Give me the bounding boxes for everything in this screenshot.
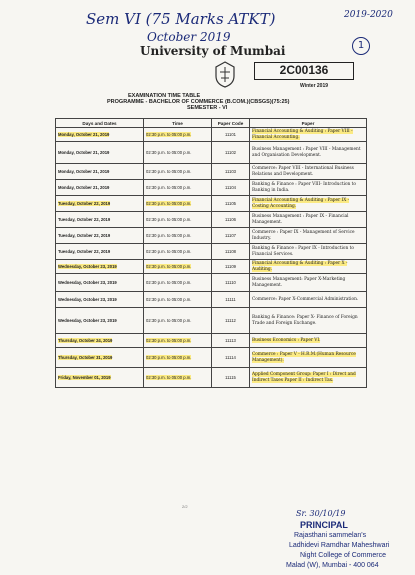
stamp-line: Rajasthani sammelan's (294, 532, 367, 539)
paper-cell: Business Management : Paper VIII - Management and Organisation Development. (250, 142, 367, 164)
highlighter-mark: Wednesday, October 23, 2019 (58, 264, 117, 269)
time-cell: 02:30 p.m. to 05:00 p.m. (144, 212, 212, 228)
column-header-code: Paper Code (212, 119, 250, 128)
paper-cell: Banking & Finance: Paper X- Finance of Foreign Trade and Foreign Exchange. (250, 308, 367, 334)
code-cell: 11112 (212, 308, 250, 334)
time-cell: 02:30 p.m. to 05:00 p.m. (144, 164, 212, 180)
programme-title: PROGRAMME - BACHELOR OF COMMERCE (B.COM.)(CBSGS)(75:25) (107, 99, 290, 105)
time-cell: 02:30 p.m. to 05:00 p.m. (144, 274, 212, 292)
page-number: 2/2 (182, 504, 188, 509)
highlighter-mark: 02:30 p.m. to 05:00 p.m. (146, 355, 192, 360)
paper-cell (250, 128, 367, 142)
day-cell: Wednesday, October 23, 2019 (56, 308, 144, 334)
code-cell: 11115 (212, 368, 250, 388)
code-cell: 11114 (212, 348, 250, 368)
highlighter-mark: Financial Accounting & Auditing : Paper X - Auditing. (252, 261, 348, 272)
day-cell (56, 348, 144, 368)
stamp-line: Malad (W), Mumbai - 400 064 (286, 562, 379, 569)
table-header-row (56, 119, 367, 128)
time-cell (144, 368, 212, 388)
paper-cell (250, 368, 367, 388)
highlighter-mark: Monday, October 21, 2019 (58, 132, 110, 137)
circled-page-number: 1 (352, 37, 370, 55)
principal-signature: Sr. 30/10/19 (296, 509, 346, 518)
handwritten-semester-note: Sem VI (75 Marks ATKT) (86, 10, 276, 28)
paper-cell (250, 348, 367, 368)
table-row (56, 244, 367, 260)
stamp-line: Night College of Commerce (300, 552, 386, 559)
day-cell (56, 334, 144, 348)
paper-cell: Business Management: Paper X-Marketing Management. (250, 274, 367, 292)
time-cell: 02:30 p.m. to 05:00 p.m. (144, 292, 212, 308)
paper-cell: Banking & Finance : Paper VIII- Introduction to Banking in India. (250, 180, 367, 196)
time-cell (144, 348, 212, 368)
table-row (56, 368, 367, 388)
handwritten-academic-year: 2019-2020 (344, 10, 393, 20)
paper-cell (250, 260, 367, 274)
day-cell: Monday, October 21, 2019 (56, 142, 144, 164)
code-cell: 11108 (212, 244, 250, 260)
code-cell: 11102 (212, 142, 250, 164)
paper-cell: Commerce: Paper VIII - International Business Relations and Development. (250, 164, 367, 180)
paper-cell: Banking & Finance : Paper IX - Introduction to Financial Services. (250, 244, 367, 260)
highlighter-mark: Business Economics : Paper VI. (252, 337, 321, 343)
day-cell (56, 260, 144, 274)
column-header-time: Time (144, 119, 212, 128)
highlighter-mark: 02:30 p.m. to 05:00 p.m. (146, 201, 192, 206)
highlighter-mark: 02:30 p.m. to 05:00 p.m. (146, 375, 192, 380)
highlighter-mark: Applied Component Group: Paper I : Direct and Indirect Taxes Paper II : Indirect Tax. (252, 372, 356, 383)
time-cell (144, 260, 212, 274)
table-row (56, 196, 367, 212)
time-cell: 02:30 p.m. to 05:00 p.m. (144, 308, 212, 334)
day-cell (56, 128, 144, 142)
paper-cell (250, 334, 367, 348)
principal-title: PRINCIPAL (300, 520, 348, 530)
code-cell: 11113 (212, 334, 250, 348)
stamp-line: Ladhidevi Ramdhar Maheshwari (289, 542, 390, 549)
column-header-days: Days and Dates (56, 119, 144, 128)
paper-cell: Business Management : Paper IX - Financial Management. (250, 212, 367, 228)
table-row (56, 228, 367, 244)
highlighter-mark: Financial Accounting & Auditing : Paper IX - Costing Accounting. (252, 198, 350, 209)
code-cell: 11110 (212, 274, 250, 292)
day-cell: Wednesday, October 23, 2019 (56, 292, 144, 308)
paper-code-box: 2C00136 (254, 62, 354, 80)
highlighter-mark: Commerce : Paper V - H.R.M.(Human Resource Management). (252, 352, 356, 363)
paper-cell: Commerce : Paper IX - Management of Service Industry. (250, 228, 367, 244)
code-cell: 11103 (212, 164, 250, 180)
code-cell: 11101 (212, 128, 250, 142)
code-cell: 11106 (212, 212, 250, 228)
day-cell: Monday, October 21, 2019 (56, 164, 144, 180)
code-cell: 11109 (212, 260, 250, 274)
table-row (56, 348, 367, 368)
day-cell: Tuesday, October 22, 2019 (56, 244, 144, 260)
column-header-paper: Paper (250, 119, 367, 128)
code-cell: 11111 (212, 292, 250, 308)
highlighter-mark: Tuesday, October 22, 2019 (58, 201, 111, 206)
time-cell (144, 334, 212, 348)
timetable-body (56, 128, 367, 388)
table-row (56, 260, 367, 274)
time-cell (144, 128, 212, 142)
table-row (56, 180, 367, 196)
highlighter-mark: 02:30 p.m. to 05:00 p.m. (146, 338, 192, 343)
day-cell (56, 196, 144, 212)
table-row (56, 212, 367, 228)
table-row (56, 308, 367, 334)
time-cell: 02:30 p.m. to 05:00 p.m. (144, 244, 212, 260)
day-cell: Tuesday, October 22, 2019 (56, 212, 144, 228)
time-cell (144, 196, 212, 212)
table-row (56, 164, 367, 180)
table-row (56, 292, 367, 308)
table-row (56, 334, 367, 348)
day-cell (56, 368, 144, 388)
table-row (56, 128, 367, 142)
highlighter-mark: 02:30 p.m. to 05:00 p.m. (146, 264, 192, 269)
university-crest-icon (214, 60, 236, 88)
university-name: University of Mumbai (140, 44, 286, 58)
table-row (56, 274, 367, 292)
exam-timetable (55, 118, 367, 388)
code-cell: 11105 (212, 196, 250, 212)
exam-session: Winter 2019 (300, 83, 329, 89)
paper-cell: Commerce: Paper X-Commercial Administration. (250, 292, 367, 308)
table-row (56, 142, 367, 164)
code-cell: 11107 (212, 228, 250, 244)
paper-cell (250, 196, 367, 212)
time-cell: 02:30 p.m. to 05:00 p.m. (144, 180, 212, 196)
time-cell: 02:30 p.m. to 05:00 p.m. (144, 142, 212, 164)
highlighter-mark: Financial Accounting & Auditing : Paper VIII - Financial Accounting. (252, 129, 353, 140)
highlighter-mark: Friday, November 01, 2019 (58, 375, 111, 380)
highlighter-mark: Thursday, October 24, 2019 (58, 338, 113, 343)
semester-title: SEMESTER - VI (187, 105, 228, 111)
highlighter-mark: Thursday, October 31, 2019 (58, 355, 113, 360)
timetable-title: EXAMINATION TIME TABLE (128, 93, 201, 99)
day-cell: Monday, October 21, 2019 (56, 180, 144, 196)
day-cell: Tuesday, October 22, 2019 (56, 228, 144, 244)
highlighter-mark: 02:30 p.m. to 05:00 p.m. (146, 132, 192, 137)
day-cell: Wednesday, October 23, 2019 (56, 274, 144, 292)
handwritten-month: October 2019 (147, 30, 231, 44)
time-cell: 02:30 p.m. to 05:00 p.m. (144, 228, 212, 244)
code-cell: 11104 (212, 180, 250, 196)
